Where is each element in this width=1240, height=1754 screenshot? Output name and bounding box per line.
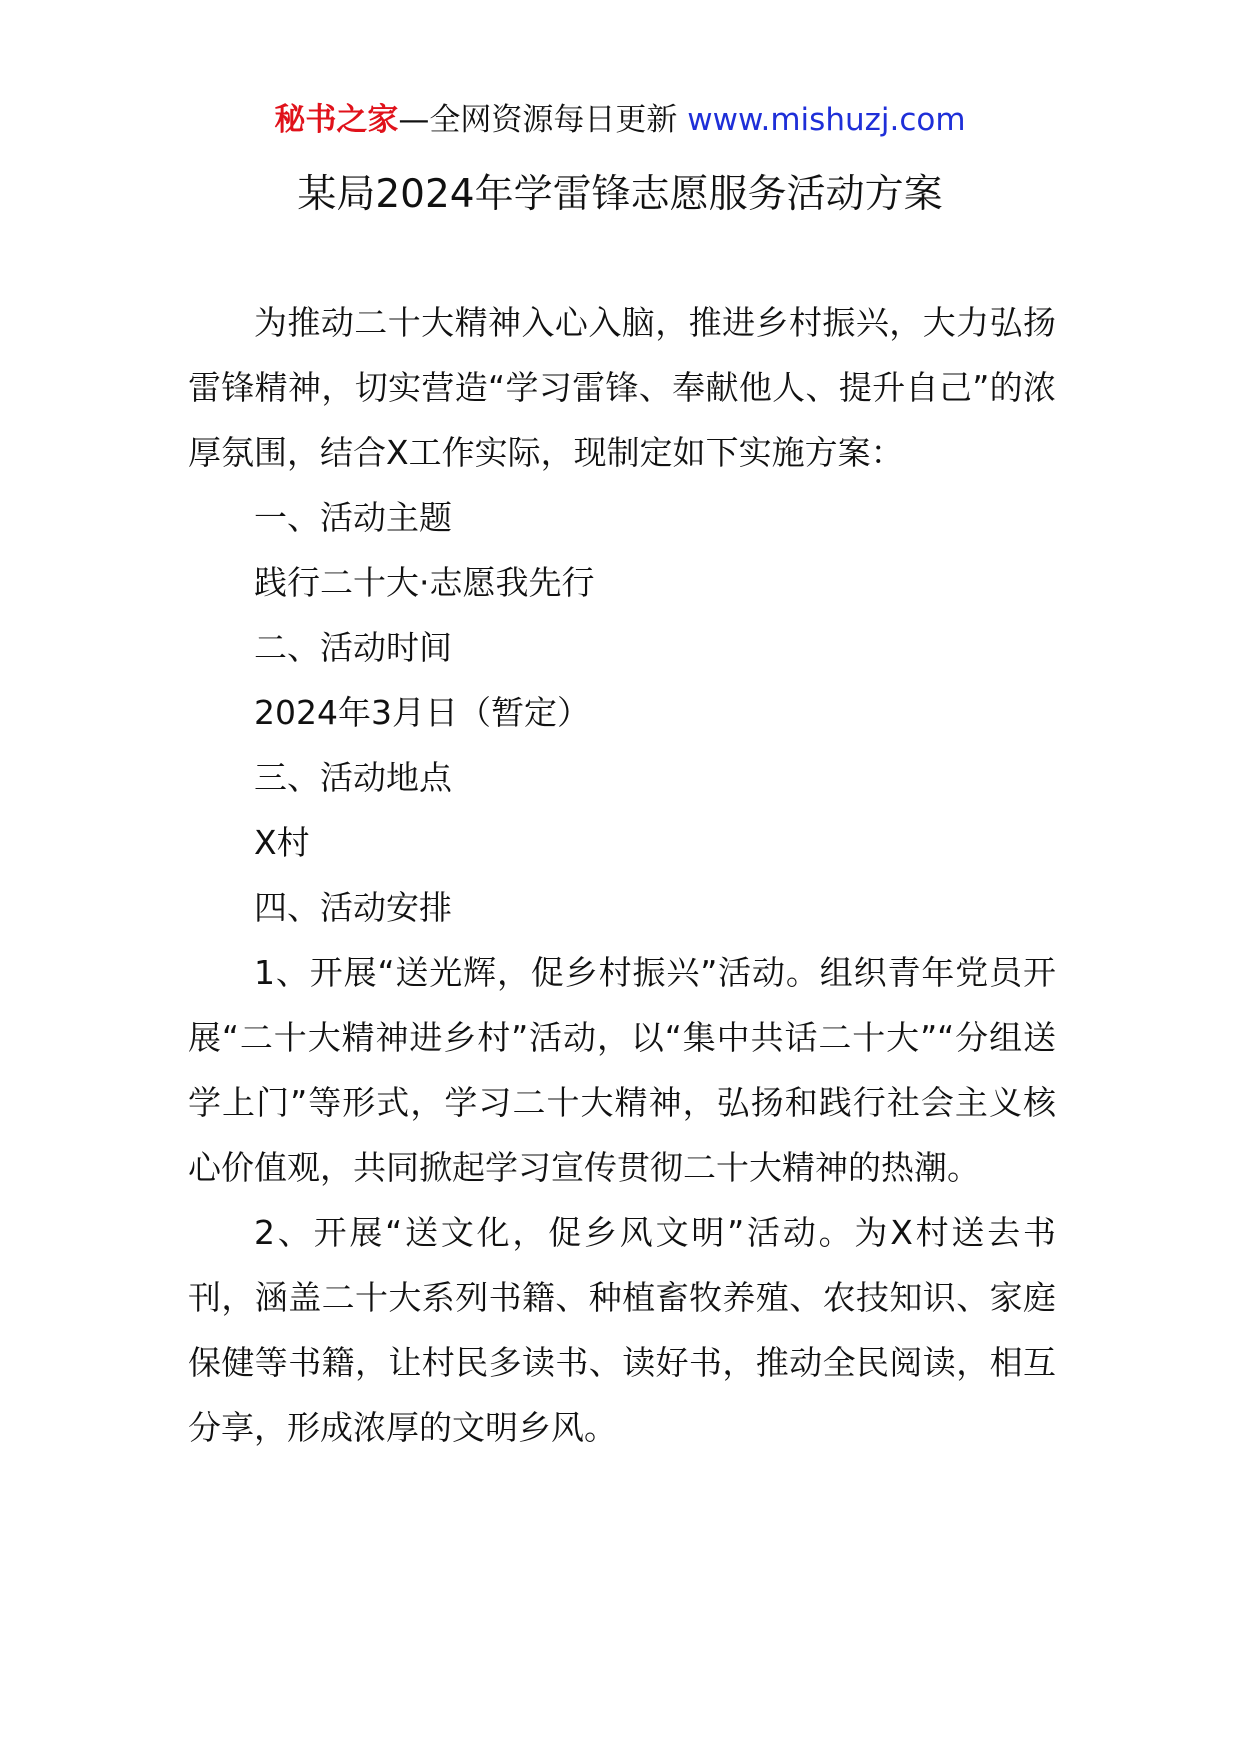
section-heading-arrangement: 四、活动安排	[254, 888, 452, 927]
intro-paragraph: 为推动二十大精神入心入脑，推进乡村振兴，大力弘扬雷锋精神，切实营造“学习雷锋、奉献他人、提升自己”的浓厚氛围，结合X工作实际，现制定如下实施方案：	[188, 303, 1056, 472]
location-text: X村	[254, 823, 310, 862]
site-banner	[0, 98, 1240, 142]
site-url-link[interactable]: www.mishuzj.com	[687, 102, 966, 138]
arrangement-item-1: 1、开展“送光辉，促乡村振兴”活动。组织青年党员开展“二十大精神进乡村”活动，以“集中共话二十大”“分组送学上门”等形式，学习二十大精神，弘扬和践行社会主义核心价值观，共同掀起学习宣传贯彻二十大精神的热潮。	[188, 953, 1056, 1187]
section-heading-location: 三、活动地点	[254, 758, 452, 797]
arrangement-item-2: 2、开展“送文化，促乡风文明”活动。为X村送去书刊，涵盖二十大系列书籍、种植畜牧养殖、农技知识、家庭保健等书籍，让村民多读书、读好书，推动全民阅读，相互分享，形成浓厚的文明乡风。	[188, 1213, 1056, 1447]
site-slogan: —全网资源每日更新	[398, 102, 678, 138]
document-body	[188, 290, 1056, 1460]
document-title: 某局2024年学雷锋志愿服务活动方案	[297, 172, 943, 217]
section-heading-time: 二、活动时间	[254, 628, 452, 667]
section-heading-theme: 一、活动主题	[254, 498, 452, 537]
theme-text: 践行二十大·志愿我先行	[254, 563, 595, 602]
time-text: 2024年3月日（暂定）	[254, 693, 590, 732]
site-brand: 秘书之家	[274, 102, 399, 138]
